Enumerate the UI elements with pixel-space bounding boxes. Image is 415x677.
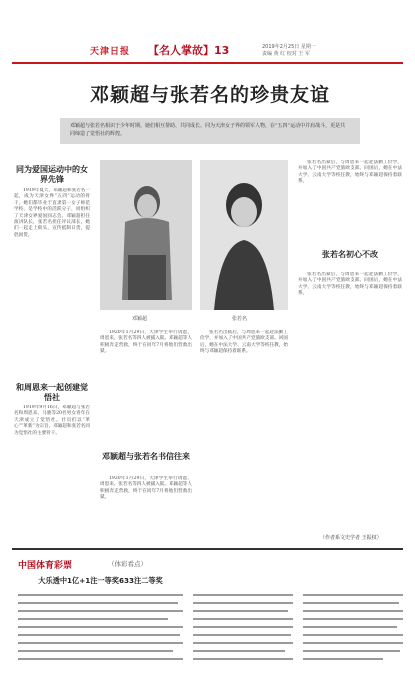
article-summary-box [60,118,360,144]
header-rule [12,62,403,64]
section-text-2: 1919年9月16日，邓颖超与张若名和周恩来、马骏等20名男女青年在天津成立了觉悟社。社员们以“革心”“革新”为宗旨，邓颖超和张若名同为觉悟社的主要骨干。 [14,405,90,436]
section-title-1: 同为爱国运动中的女界先锋 [16,165,88,184]
section-title-3: 邓颖超与张若名书信往来 [102,452,190,461]
byline: （作者系文史学者 王振权） [320,535,382,541]
ad-divider [12,548,403,550]
section-text-3a: 1920年1月29日，天津学生举行请愿，周恩来、张若名等四人被捕入狱。邓颖超等人积极奔走营救，终于在同年7月将他们营救出狱。 [100,330,192,355]
section-title-2: 和周恩来一起创建觉悟社 [16,383,88,402]
page-header [0,0,415,60]
section-text-4c: 张若名出狱后，与周恩来一起赴法勤工俭学，并加入了中国共产党旅欧支部。回国后，她在中法大学、云南大学等校任教，始终与邓颖超保持着联系。 [298,272,402,297]
article-headline: 邓颖超与张若名的珍贵友谊 [89,84,330,106]
lottery-title: 中国体育彩票 [18,561,73,571]
column-title: 【名人掌故】13 [148,44,230,57]
photo-zhang-ruoming [200,160,288,310]
lottery-subhead: 大乐透中1亿+1注一等奖633注二等奖 [38,576,163,585]
section-text-1: 1919年夏天，邓颖超和张若名一起，成为天津女界“五四”运动的骨干。她们都毕业于直隶第一女子师范学校，是学校中的活跃分子，同组织了天津女界爱国同志会。邓颖超担任演讲队长，张若名担任评议部长，她们一起走上街头，宣传抵制日货，提倡国货。 [14,188,90,238]
page-meta: 2019年2月25日 星期一 责编 黄 红 校对 王 军 [262,44,316,57]
newspaper-logo: 天津日报 [90,47,131,57]
section-title-4: 张若名初心不改 [322,250,378,259]
article-summary: 邓颖超与张若名相识于少年时期。她们相互帮助、共同成长、同为天津女子界的领军人物，在“五四”运动中并肩战斗，更是共同缔造了觉悟社的辉煌。 [70,123,346,137]
section-text-4b: 张若名出狱后，与周恩来一起赴法勤工俭学，并加入了中国共产党旅欧支部。回国后，她在中法大学、云南大学等校任教，始终与邓颖超保持着联系。 [298,160,402,185]
photo2-caption: 张若名 [232,316,248,322]
photo1-caption: 邓颖超 [132,316,148,322]
lottery-tag: （体彩看点） [108,560,147,568]
section-text-3b: 1920年1月29日，天津学生举行请愿，周恩来、张若名等四人被捕入狱。邓颖超等人积极奔走营救，终于在同年7月将他们营救出狱。 [100,476,192,501]
photo-deng-yingchao [100,160,192,310]
lottery-body [18,590,403,670]
section-text-4a: 张若名出狱后，与周恩来一起赴法勤工俭学，并加入了中国共产党旅欧支部。回国后，她在中法大学、云南大学等校任教，始终与邓颖超保持着联系。 [200,330,288,355]
